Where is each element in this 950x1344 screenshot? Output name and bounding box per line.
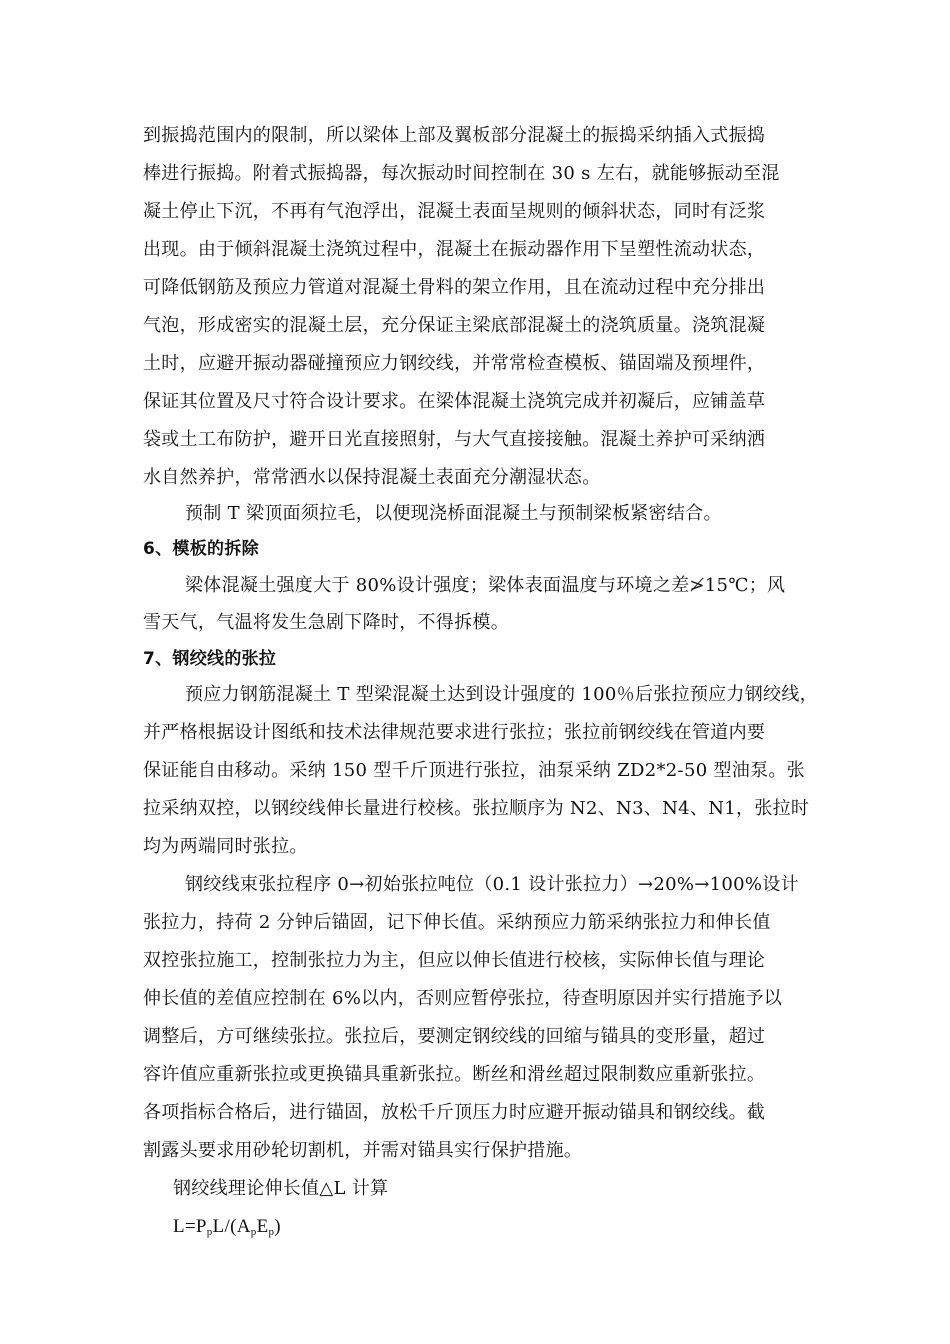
formula-subscript-p2: p xyxy=(250,1226,257,1238)
paragraph-5-line-6: 容许值应重新张拉或更换锚具重新张拉。断丝和滑丝超过限制数应重新张拉。 xyxy=(143,1064,766,1085)
formula-subscript-p3: p xyxy=(268,1226,275,1238)
formula-end: ) xyxy=(274,1216,281,1237)
paragraph-1-line-3: 凝土停止下沉，不再有气泡浮出，混凝土表面呈规则的倾斜状态，同时有泛浆 xyxy=(143,201,766,222)
paragraph-2: 预制 T 梁顶面须拉毛，以便现浇桥面混凝土与预制梁板紧密结合。 xyxy=(185,503,722,524)
section-heading-6: 6、模板的拆除 xyxy=(143,539,259,559)
paragraph-1-line-9: 袋或土工布防护，避开日光直接照射，与大气直接接触。混凝土养护可采纳洒 xyxy=(143,429,766,450)
formula-subscript-p1: p xyxy=(206,1226,213,1238)
elongation-formula xyxy=(173,1209,281,1245)
paragraph-4-line-1: 预应力钢筋混凝土 T 型梁混凝土达到设计强度的 100％后张拉预应力钢绞线， xyxy=(185,684,818,705)
paragraph-4-line-5: 均为两端同时张拉。 xyxy=(143,836,308,857)
formula-mid-1: L/(A xyxy=(212,1216,251,1237)
paragraph-5-line-3: 双控张拉施工，控制张拉力为主，但应以伸长值进行校核，实际伸长值与理论 xyxy=(143,950,766,971)
paragraph-1-line-1: 到振捣范围内的限制，所以梁体上部及翼板部分混凝土的振捣采纳插入式振捣 xyxy=(143,125,766,146)
paragraph-3-line-1: 梁体混凝土强度大于 80%设计强度；梁体表面温度与环境之差≯15℃；风 xyxy=(185,575,786,596)
paragraph-1-line-5: 可降低钢筋及预应力管道对混凝土骨料的架立作用，且在流动过程中充分排出 xyxy=(143,277,766,298)
paragraph-5-line-5: 调整后，方可继续张拉。张拉后，要测定钢绞线的回缩与锚具的变形量，超过 xyxy=(143,1026,766,1047)
paragraph-5-line-2: 张拉力，持荷 2 分钟后锚固，记下伸长值。采纳预应力筋采纳张拉力和伸长值 xyxy=(143,912,771,933)
paragraph-5-line-1: 钢绞线束张拉程序 0→初始张拉吨位（0.1 设计张拉力）→20%→100%设计 xyxy=(185,874,799,895)
paragraph-5-line-7: 各项指标合格后，进行锚固，放松千斤顶压力时应避开振动锚具和钢绞线。截 xyxy=(143,1102,766,1123)
paragraph-5-line-8: 割露头要求用砂轮切割机，并需对锚具实行保护措施。 xyxy=(143,1140,583,1161)
paragraph-4-line-3: 保证能自由移动。采纳 150 型千斤顶进行张拉，油泵采纳 ZD2*2-50 型油泵。张 xyxy=(143,760,805,781)
paragraph-6: 钢绞线理论伸长值△L 计算 xyxy=(173,1178,389,1199)
formula-lhs: L=P xyxy=(173,1216,207,1237)
formula-mid-2: E xyxy=(256,1216,269,1237)
paragraph-1-line-10: 水自然养护，常常洒水以保持混凝土表面充分潮湿状态。 xyxy=(143,467,601,488)
section-heading-7: 7、钢绞线的张拉 xyxy=(143,649,277,669)
paragraph-1-line-6: 气泡，形成密实的混凝土层，充分保证主梁底部混凝土的浇筑质量。浇筑混凝 xyxy=(143,315,766,336)
paragraph-4-line-2: 并严格根据设计图纸和技术法律规范要求进行张拉；张拉前钢绞线在管道内要 xyxy=(143,722,766,743)
paragraph-1-line-7: 土时，应避开振动器碰撞预应力钢绞线，并常常检查模板、锚固端及预埋件， xyxy=(143,353,766,374)
paragraph-1-line-4: 出现。由于倾斜混凝土浇筑过程中，混凝土在振动器作用下呈塑性流动状态， xyxy=(143,239,766,260)
paragraph-5-line-4: 伸长值的差值应控制在 6%以内，否则应暂停张拉，待查明原因并实行措施予以 xyxy=(143,988,783,1009)
paragraph-3-line-2: 雪天气，气温将发生急剧下降时，不得拆模。 xyxy=(143,612,509,633)
paragraph-4-line-4: 拉采纳双控，以钢绞线伸长量进行校核。张拉顺序为 N2、N3、N4、N1，张拉时 xyxy=(143,798,810,819)
paragraph-1-line-8: 保证其位置及尺寸符合设计要求。在梁体混凝土浇筑完成并初凝后，应铺盖草 xyxy=(143,391,766,412)
paragraph-1-line-2: 棒进行振捣。附着式振捣器，每次振动时间控制在 30 s 左右，就能够振动至混 xyxy=(143,163,780,184)
